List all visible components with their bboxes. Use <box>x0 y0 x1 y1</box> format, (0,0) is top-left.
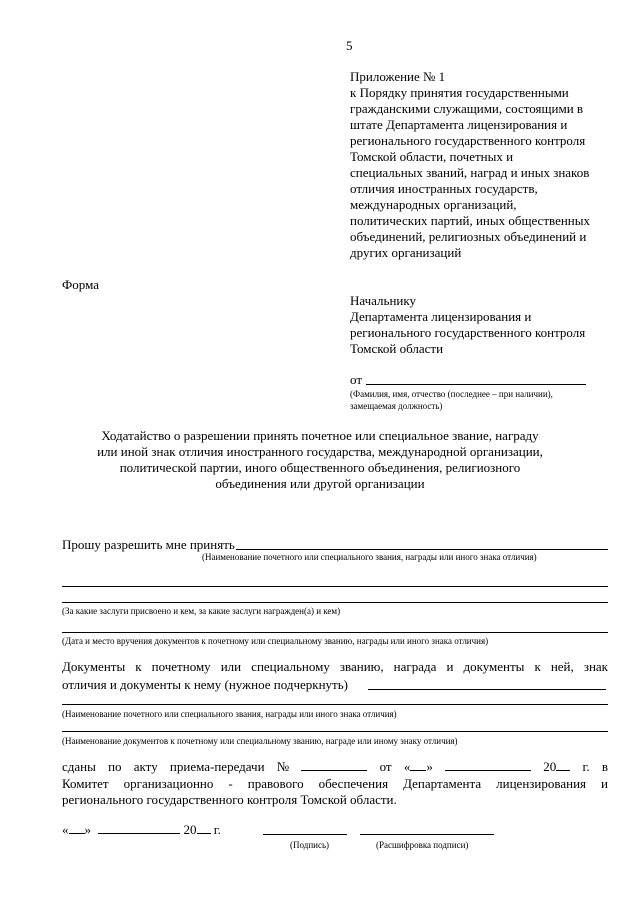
year-field[interactable] <box>556 770 570 771</box>
name-hint: (Наименование почетного или специального звания, награды или иного знака отличия) <box>62 709 397 719</box>
annex-line: отличия иностранных государств, <box>350 181 538 196</box>
signature-decode-field[interactable] <box>360 834 494 835</box>
annex-line: других организаций <box>350 245 462 260</box>
request-fill-line[interactable] <box>236 549 608 550</box>
merits-hint: (За какие заслуги присвоено и кем, за какие заслуги награжден(а) и кем) <box>62 606 341 616</box>
date-place-hint: (Дата и место вручения документов к почетному или специальному званию, награды или иного знака отличия) <box>62 636 489 646</box>
handover-word: сданы <box>62 759 96 774</box>
annex-line: международных организаций, <box>350 197 517 212</box>
quote-close: » <box>84 822 91 837</box>
heading-line: Ходатайство о разрешении принять почетное или специальное звание, награду <box>101 428 539 443</box>
year-prefix: 20 <box>543 759 557 774</box>
signature-field[interactable] <box>263 834 347 835</box>
handover-word: по <box>108 759 122 774</box>
documents-line: Документы к почетному или специальному званию, награда и документы к ней, знак <box>62 659 608 674</box>
fill-line[interactable] <box>62 632 608 633</box>
quote-close: » <box>426 759 433 774</box>
signature-hint: (Подпись) <box>290 840 330 850</box>
addressee-line: Начальнику <box>350 293 417 308</box>
fill-line[interactable] <box>62 731 608 732</box>
handover-line-2: Комитет организационно - правового обеспечения Департамента лицензирования и <box>62 776 608 791</box>
annex-line: специальных званий, наград и иных знаков <box>350 165 590 180</box>
day-field[interactable] <box>410 770 426 771</box>
handover-word: № <box>276 759 290 774</box>
year-field[interactable] <box>197 833 211 834</box>
signature-date <box>62 822 221 838</box>
annex-line: регионального государственного контроля <box>350 133 586 148</box>
year-prefix: 20 <box>183 822 197 837</box>
heading-line: политической партии, иного общественного объединения, религиозного <box>119 460 521 475</box>
form-label: Форма <box>62 277 99 292</box>
act-number-field[interactable] <box>301 770 367 771</box>
day-field[interactable] <box>69 833 85 834</box>
handover-word: от <box>379 759 392 774</box>
handover-line-3: регионального государственного контроля Томской области. <box>62 792 397 807</box>
decode-hint: (Расшифровка подписи) <box>376 840 469 850</box>
quote-open: « <box>62 822 69 837</box>
annex-line: к Порядку принятия государственными <box>350 85 569 100</box>
from-hint: замещаемая должность) <box>350 401 443 411</box>
annex-line: объединений, религиозных объединений и <box>350 229 587 244</box>
documents-fill-line[interactable] <box>368 689 606 690</box>
addressee-line: Томской области <box>350 341 444 356</box>
fill-line[interactable] <box>62 602 608 603</box>
heading-line: объединения или другой организации <box>215 476 425 491</box>
annex-title: Приложение № 1 <box>350 69 446 84</box>
handover-word: акту <box>133 759 158 774</box>
handover-word: приема-передачи <box>169 759 265 774</box>
docs-hint: (Наименование документов к почетному или специальному званию, награде или иному знаку отличия) <box>62 736 458 746</box>
annex-block <box>350 69 640 261</box>
heading-line: или иной знак отличия иностранного государства, международной организации, <box>97 444 543 459</box>
documents-line: отличия и документы к нему (нужное подчеркнуть) <box>62 677 348 692</box>
annex-line: политических партий, иных общественных <box>350 213 590 228</box>
month-field[interactable] <box>445 770 531 771</box>
from-hint: (Фамилия, имя, отчество (последнее – при наличии), <box>350 389 553 399</box>
annex-line: Томской области, почетных и <box>350 149 514 164</box>
fill-line[interactable] <box>62 586 608 587</box>
handover-year <box>543 759 570 775</box>
request-hint: (Наименование почетного или специального звания, награды или иного знака отличия) <box>202 552 537 562</box>
from-label: от <box>350 372 363 387</box>
month-field[interactable] <box>98 833 180 834</box>
handover-date <box>404 759 433 775</box>
handover-word: в <box>601 759 608 774</box>
request-label: Прошу разрешить мне принять <box>62 537 235 552</box>
fill-line[interactable] <box>62 704 608 705</box>
petition-heading <box>20 428 620 492</box>
addressee-block <box>350 293 640 357</box>
handover-line <box>62 759 608 775</box>
quote-open: « <box>403 759 411 774</box>
addressee-line: регионального государственного контроля <box>350 325 586 340</box>
handover-word: г. <box>582 759 590 774</box>
page-number: 5 <box>346 38 353 53</box>
addressee-line: Департамента лицензирования и <box>350 309 532 324</box>
annex-line: гражданскими служащими, состоящими в <box>350 101 584 116</box>
year-suffix: г. <box>213 822 221 837</box>
from-fill-line[interactable] <box>366 384 586 385</box>
annex-line: штате Департамента лицензирования и <box>350 117 568 132</box>
